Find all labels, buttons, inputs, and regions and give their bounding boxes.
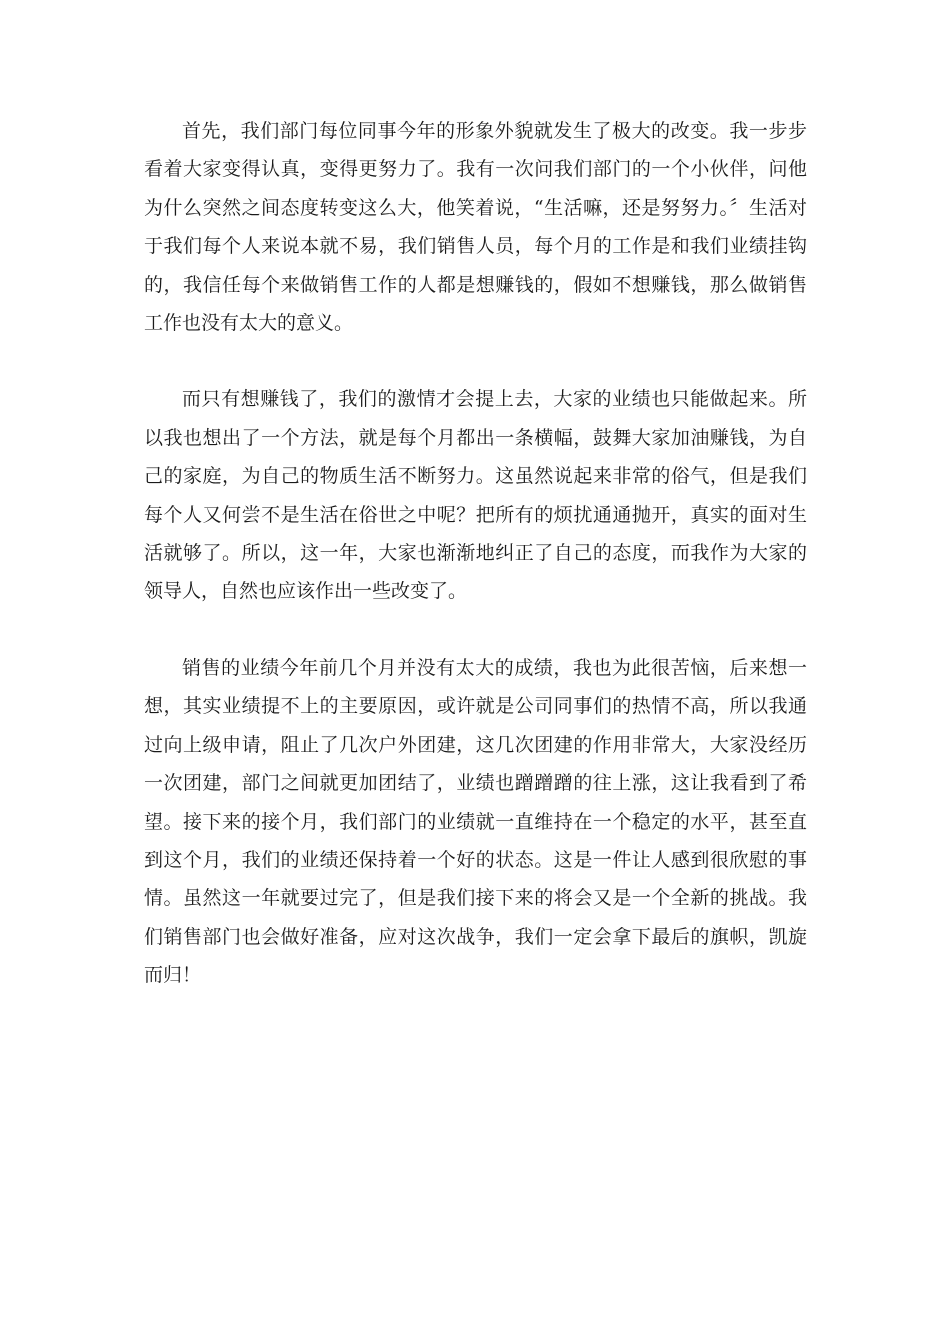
paragraph-3: 销售的业绩今年前几个月并没有太大的成绩，我也为此很苦恼，后来想一想，其实业绩提不上的主要原因，或许就是公司同事们的热情不高，所以我通过向上级申请，阻止了几次户外团建，这几次团建的作用非常大，大家没经历一次团建，部门之间就更加团结了，业绩也蹭蹭蹭的往上涨，这让我看到了希望。接下来的接个月，我们部门的业绩就一直维持在一个稳定的水平，甚至直到这个月，我们的业绩还保持着一个好的状态。这是一件让人感到很欣慰的事情。虽然这一年就要过完了，但是我们接下来的将会又是一个全新的挑战。我们销售部门也会做好准备，应对这次战争，我们一定会拿下最后的旗帜，凯旋而归！: [144, 656, 807, 987]
document-body: [144, 112, 807, 995]
paragraph-2: 而只有想赚钱了，我们的激情才会提上去，大家的业绩也只能做起来。所以我也想出了一个方法，就是每个月都出一条横幅，鼓舞大家加油赚钱，为自己的家庭，为自己的物质生活不断努力。这虽然说起来非常的俗气，但是我们每个人又何尝不是生活在俗世之中呢？把所有的烦扰通通抛开，真实的面对生活就够了。所以，这一年，大家也渐渐地纠正了自己的态度，而我作为大家的领导人，自然也应该作出一些改变了。: [144, 388, 807, 603]
paragraph-1: 首先，我们部门每位同事今年的形象外貌就发生了极大的改变。我一步步看着大家变得认真，变得更努力了。我有一次问我们部门的一个小伙伴，问他为什么突然之间态度转变这么大，他笑着说，“生活嘛，还是努努力。〞生活对于我们每个人来说本就不易，我们销售人员，每个月的工作是和我们业绩挂钩的，我信任每个来做销售工作的人都是想赚钱的，假如不想赚钱，那么做销售工作也没有太大的意义。: [144, 120, 807, 335]
